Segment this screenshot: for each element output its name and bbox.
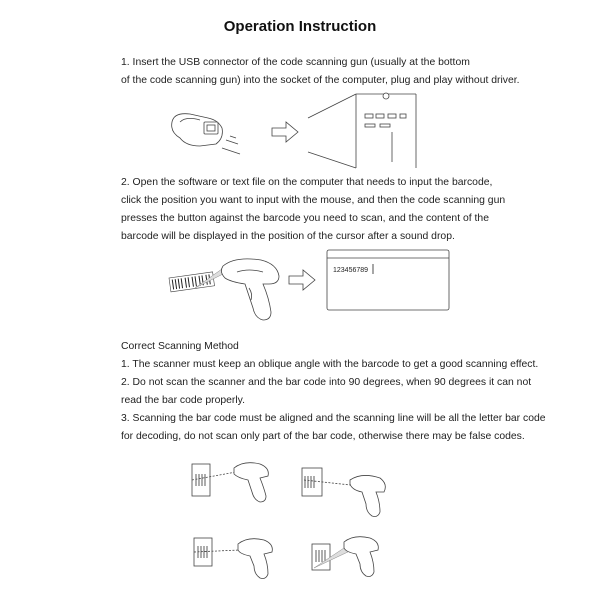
barcode-scanner-icon (302, 468, 385, 517)
barcode-scanner-icon (192, 463, 268, 502)
step2-line: click the position you want to input with the mouse, and then the code scanning gun (121, 195, 506, 206)
barcode-scanner-icon (169, 259, 279, 320)
step1-line: 1. Insert the USB connector of the code scanning gun (usually at the bottom (121, 57, 470, 68)
step1-text (121, 54, 520, 90)
step2-line: 2. Open the software or text file on the computer that needs to input the barcode, (121, 177, 493, 188)
barcode-scanner-icon (312, 537, 378, 577)
method-line: 1. The scanner must keep an oblique angle with the barcode to get a good scanning effect. (121, 359, 539, 370)
scan-to-screen-figure (165, 248, 455, 324)
method-line: read the bar code properly. (121, 395, 245, 406)
method-text (121, 338, 546, 446)
step1-line: of the code scanning gun) into the socket of the computer, plug and play without driver. (121, 75, 520, 86)
hand-usb-icon (172, 114, 240, 154)
barcode-scanner-icon (194, 538, 272, 579)
computer-tower-icon (308, 93, 416, 168)
method-line: for decoding, do not scan only part of the bar code, otherwise there may be false codes. (121, 431, 525, 442)
screen-window-icon (327, 250, 449, 310)
arrow-right-icon (272, 122, 298, 142)
screen-input-value: 123456789 (333, 267, 369, 274)
step2-line: presses the button against the barcode you need to scan, and the content of the (121, 213, 489, 224)
usb-insert-figure (160, 92, 430, 170)
page-title: Operation Instruction (223, 18, 377, 35)
method-line: 2. Do not scan the scanner and the bar code into 90 degrees, when 90 degrees it can not (121, 377, 532, 388)
scanning-examples (190, 458, 410, 586)
step2-line: barcode will be displayed in the position of the cursor after a sound drop. (121, 231, 455, 242)
method-line: 3. Scanning the bar code must be aligned and the scanning line will be all the letter bar code (121, 413, 546, 424)
step2-text (121, 174, 505, 246)
arrow-right-icon (289, 270, 315, 290)
method-heading: Correct Scanning Method (121, 341, 239, 352)
